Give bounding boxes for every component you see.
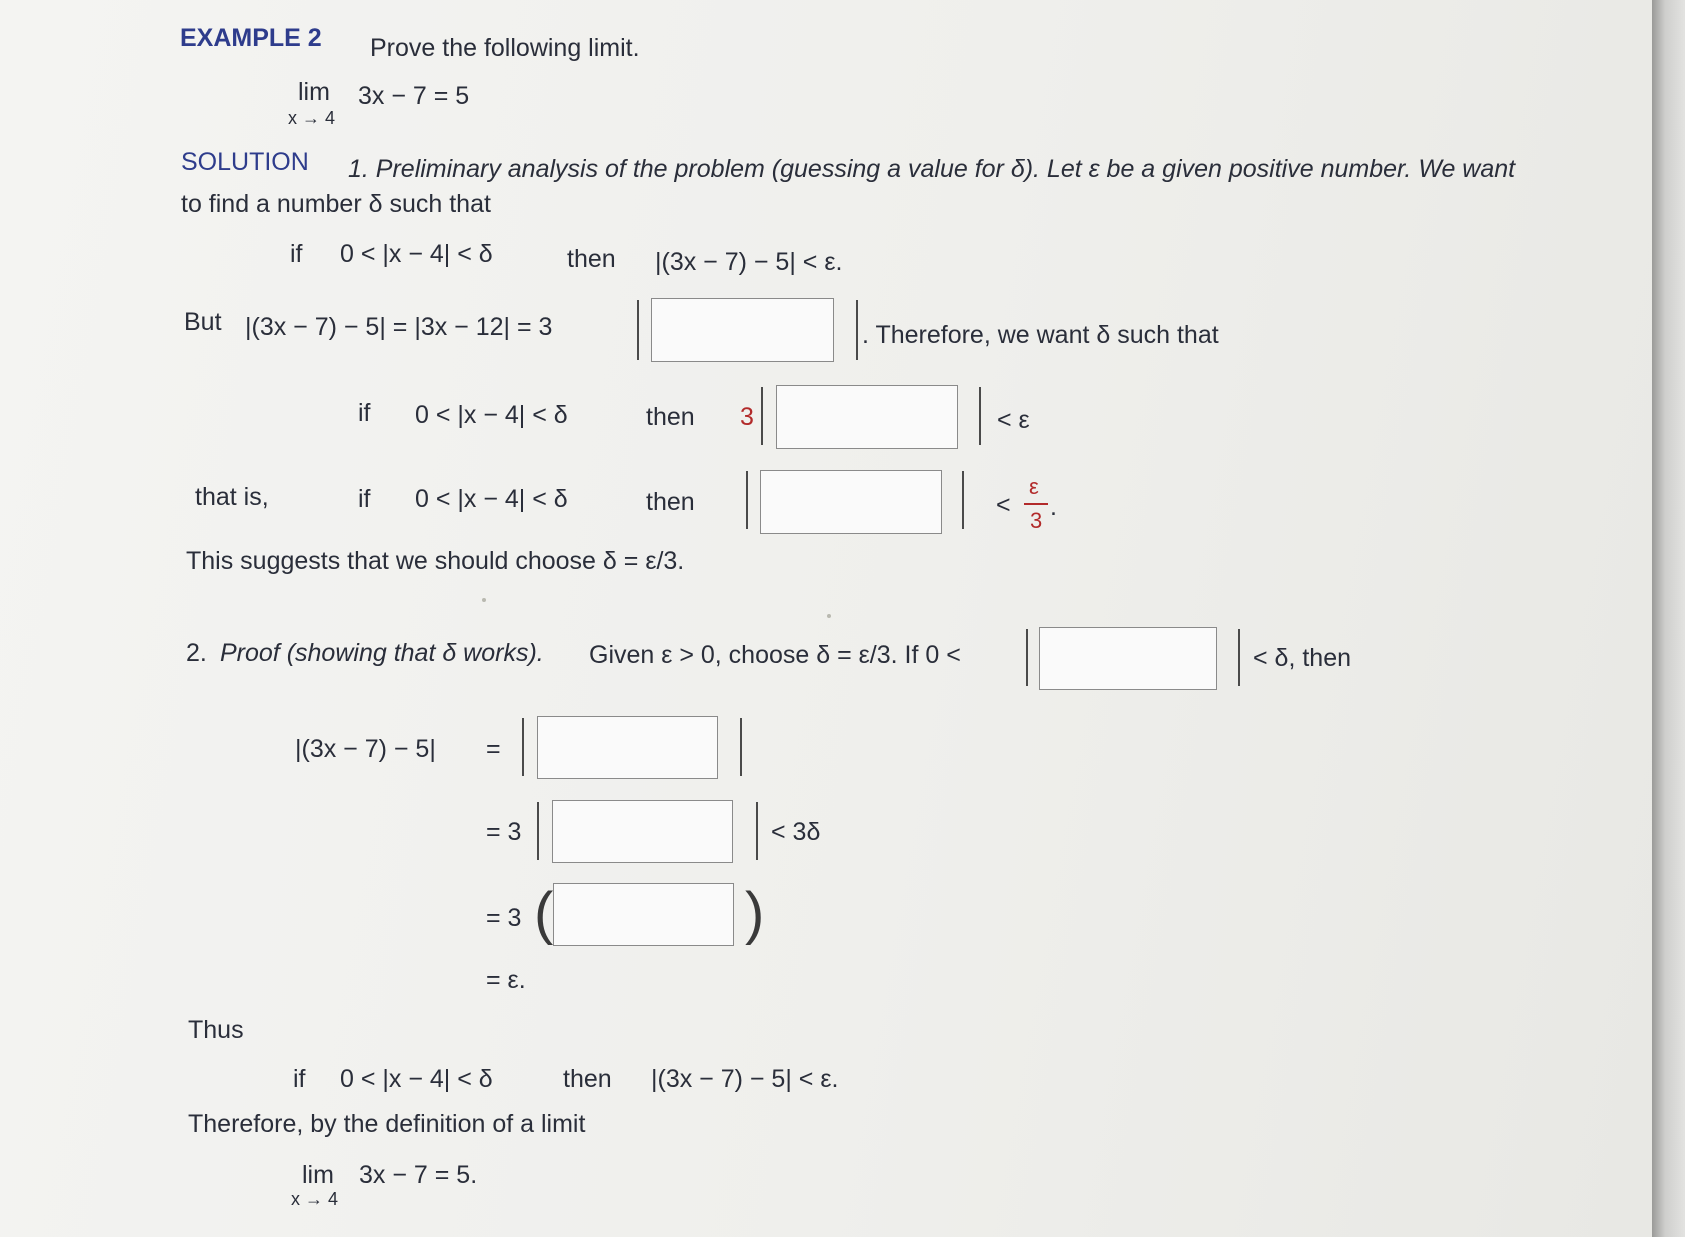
paren-left: ( xyxy=(534,881,554,946)
limit2-expression: 3x − 7 = 5. xyxy=(359,1161,478,1189)
chain-eq3: = 3 xyxy=(486,904,522,932)
limit2-lim: lim xyxy=(302,1161,334,1189)
fraction-numerator: ε xyxy=(1029,474,1039,499)
cond2-condition: 0 < |x − 4| < δ xyxy=(415,401,568,429)
answer-box-7[interactable] xyxy=(553,883,734,946)
abs-bar-right xyxy=(756,802,758,860)
conclusion-text: Therefore, by the definition of a limit xyxy=(188,1110,586,1138)
paper-speck xyxy=(827,614,831,618)
page-edge xyxy=(1652,0,1685,1237)
abs-bar-right xyxy=(740,718,742,776)
abs-bar-left xyxy=(537,802,539,860)
paper-speck xyxy=(482,598,486,602)
answer-box-1[interactable] xyxy=(651,298,834,362)
cond1-then: then xyxy=(567,245,616,273)
limit1-subscript: x → 4 xyxy=(288,108,336,128)
limit1-lim: lim xyxy=(298,78,330,106)
step2-title: Proof (showing that δ works). xyxy=(220,639,544,667)
cond3-period: . xyxy=(1050,493,1057,521)
abs-bar-right xyxy=(979,387,981,445)
solution-label: SOLUTION xyxy=(181,148,309,176)
answer-box-6[interactable] xyxy=(552,800,733,863)
but-after: . Therefore, we want δ such that xyxy=(862,321,1219,349)
step2-text: Given ε > 0, choose δ = ε/3. If 0 < xyxy=(589,641,961,669)
cond2-then: then xyxy=(646,403,695,431)
abs-bar-left xyxy=(1026,629,1028,686)
abs-bar-left xyxy=(637,300,639,360)
limit2-subscript: x → 4 xyxy=(291,1189,339,1209)
thus-label: Thus xyxy=(188,1016,244,1044)
suggestion-text: This suggests that we should choose δ = ε/3. xyxy=(186,547,685,575)
abs-bar-right xyxy=(856,300,858,360)
cond1-result: |(3x − 7) − 5| < ε. xyxy=(655,248,843,276)
abs-bar-right xyxy=(1238,629,1240,686)
cond2-coefficient: 3 xyxy=(740,403,754,431)
abs-bar-left xyxy=(746,471,748,529)
cond3-condition: 0 < |x − 4| < δ xyxy=(415,485,568,513)
answer-box-3[interactable] xyxy=(760,470,942,534)
fraction-bar xyxy=(1024,503,1048,505)
cond4-condition: 0 < |x − 4| < δ xyxy=(340,1065,493,1093)
example-label: EXAMPLE 2 xyxy=(180,24,322,52)
cond2-if: if xyxy=(358,399,371,427)
abs-bar-right xyxy=(962,471,964,529)
cond3-less-than: < xyxy=(996,491,1011,519)
chain-eq2: = 3 xyxy=(486,818,522,846)
problem-prompt: Prove the following limit. xyxy=(370,34,640,62)
fraction-denominator: 3 xyxy=(1030,508,1043,533)
abs-bar-left xyxy=(761,387,763,445)
chain-less-than: < 3δ xyxy=(771,818,821,846)
cond4-then: then xyxy=(563,1065,612,1093)
chain-eq1: = xyxy=(486,735,501,763)
but-expression: |(3x − 7) − 5| = |3x − 12| = 3 xyxy=(245,313,553,341)
step2-after: < δ, then xyxy=(1253,644,1352,672)
answer-box-5[interactable] xyxy=(537,716,718,779)
step2-number: 2. xyxy=(186,639,207,667)
cond1-if: if xyxy=(290,240,303,268)
cond4-if: if xyxy=(293,1065,306,1093)
but-word: But xyxy=(184,308,222,336)
chain-lhs: |(3x − 7) − 5| xyxy=(295,735,436,763)
abs-bar-left xyxy=(522,718,524,776)
cond3-if: if xyxy=(358,485,371,513)
cond3-then: then xyxy=(646,488,695,516)
answer-box-4[interactable] xyxy=(1039,627,1217,690)
step1-continuation: to find a number δ such that xyxy=(181,190,491,218)
step1-intro: 1. Preliminary analysis of the problem (guessing a value for δ). Let ε be a given positive number. We want xyxy=(348,155,1516,183)
cond1-condition: 0 < |x − 4| < δ xyxy=(340,240,493,268)
cond2-result: < ε xyxy=(997,406,1030,434)
answer-box-2[interactable] xyxy=(776,385,958,449)
cond4-result: |(3x − 7) − 5| < ε. xyxy=(651,1065,839,1093)
paren-right: ) xyxy=(745,881,765,946)
limit1-expression: 3x − 7 = 5 xyxy=(358,82,470,110)
that-is-label: that is, xyxy=(195,483,269,511)
chain-eq4: = ε. xyxy=(486,966,526,994)
